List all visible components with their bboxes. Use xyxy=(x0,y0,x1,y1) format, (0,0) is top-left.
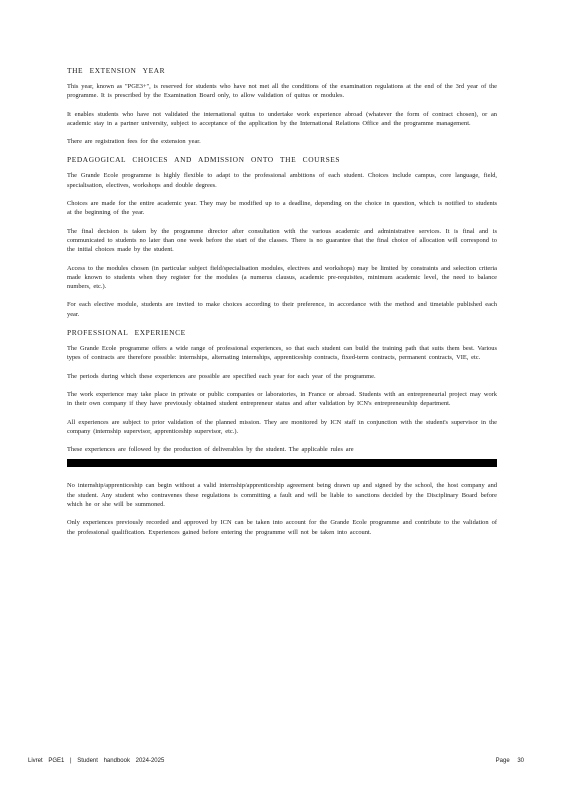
footer-handbook-title: Livret PGE1 | Student handbook 2024-2025 xyxy=(28,758,165,764)
paragraph: These experiences are followed by the production of deliverables by the student. The applicable rules are xyxy=(67,446,354,454)
section-heading-extension-year: THE EXTENSION YEAR xyxy=(67,66,166,75)
paragraph: This year, known as "PGE3+", is reserved for students who have not met all the conditions of the examination regulations at the end of the 3rd year of the programme. It is prescribed by the Examination Board only, to allow validation of quitus or modules. xyxy=(67,83,497,100)
page-footer xyxy=(28,758,524,768)
paragraph: No internship/apprenticeship can begin without a valid internship/apprenticeship agreement being drawn up and signed by the school, the host company and the student. Any student who contravenes these regulations is committing a fault and will be liable to sanctions decided by the Disciplinary Board before which he or she will be summoned. xyxy=(67,482,497,509)
paragraph: The Grande Ecole programme is highly flexible to adapt to the professional ambitions of each student. Choices include campus, core language, field, specialisation, electives, workshops and double degrees. xyxy=(67,172,497,189)
paragraph: All experiences are subject to prior validation of the planned mission. They are monitored by ICN staff in conjunction with the student's supervisor in the company (internship supervisor, apprenticeship supervisor, etc.). xyxy=(67,418,497,435)
page-body xyxy=(67,66,497,546)
redaction-bar xyxy=(67,459,497,467)
section-heading-professional-experience: PROFESSIONAL EXPERIENCE xyxy=(67,328,186,338)
paragraph: The work experience may take place in private or public companies or laboratories, in France or abroad. Students with an entrepreneurial project may work in their own company if they have previously obtained student entrepreneur status and after validation by ICN's entrepreneurship department. xyxy=(67,390,497,408)
paragraph: Choices are made for the entire academic year. They may be modified up to a deadline, depending on the choice in question, which is notified to students at the beginning of the year. xyxy=(67,200,497,217)
page-number: Page 30 xyxy=(495,758,524,764)
paragraph: It enables students who have not validated the international quitus to undertake work experience abroad (whatever the form of contract chosen), or an academic stay in a partner university, subject to acceptance of the application by the International Relations Office and the programme management. xyxy=(67,110,497,127)
paragraph: The final decision is taken by the programme director after consultation with the various academic and administrative services. It is final and is communicated to students no later than one week before the start of the classes. There is no guarantee that the final choice of allocation will correspond to the initial choices made by the student. xyxy=(67,227,497,254)
paragraph: For each elective module, students are invited to make choices according to their preference, in accordance with the method and timetable published each year. xyxy=(67,301,497,318)
paragraph: The periods during which these experiences are possible are specified each year for each year of the programme. xyxy=(67,372,376,380)
section-heading-pedagogical-choices: PEDAGOGICAL CHOICES AND ADMISSION ONTO THE COURSES xyxy=(67,155,341,165)
paragraph: The Grande Ecole programme offers a wide range of professional experiences, so that each student can build the training path that suits them best. Various types of contracts are therefore possible: internships, alternating internships, apprenticeship contracts, fixed-term contracts, permanent contracts, VIE, etc. xyxy=(67,345,497,362)
paragraph: Only experiences previously recorded and approved by ICN can be taken into account for the Grande Ecole programme and contribute to the validation of the professional qualification. Experiences gained before entering the programme will not be taken into account. xyxy=(67,519,497,536)
paragraph: There are registration fees for the extension year. xyxy=(67,138,201,146)
paragraph: Access to the modules chosen (in particular subject field/specialisation modules, electives and workshops) may be limited by constraints and selection criteria made known to students when they register for the modules (a numerus clausus, academic pre-requisites, minimum academic level, the need to balance numbers, etc.). xyxy=(67,264,497,291)
